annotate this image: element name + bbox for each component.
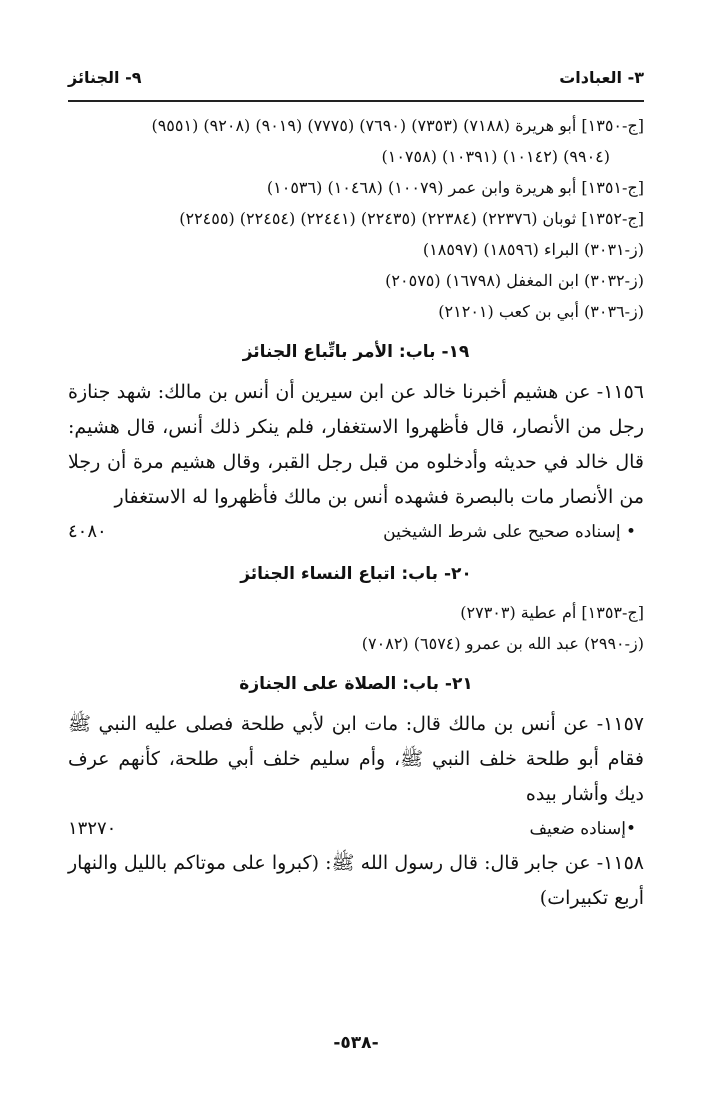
grade-text: •إسناده ضعيف — [529, 819, 636, 839]
section-heading-19: ١٩- باب: الأمر باتِّباع الجنائز — [242, 342, 470, 362]
grade-number: ٤٠٨٠ — [68, 521, 107, 542]
section-heading-20: ٢٠- باب: اتباع النساء الجنائز — [240, 564, 472, 584]
header-divider — [68, 100, 644, 102]
references-block-2 — [68, 597, 644, 659]
references-block-1 — [68, 110, 644, 327]
reference-line: [ج-١٣٥١] أبو هريرة وابن عمر (١٠٠٧٩) (١٠٤٦٨) (١٠٥٣٦) — [266, 178, 644, 197]
grade-row-1156 — [68, 515, 644, 549]
header-chapter: ٩- الجنائز — [68, 67, 142, 87]
page-number: -٥٣٨- — [333, 1033, 379, 1053]
running-header — [68, 60, 644, 94]
reference-line: [ج-١٣٥٢] ثوبان (٢٢٣٧٦) (٢٢٣٨٤) (٢٢٤٣٥) (٢٢٤٤١) (٢٢٤٥٤) (٢٢٤٥٥) — [179, 209, 644, 228]
page-body — [68, 110, 644, 916]
hadith-1156: ١١٥٦- عن هشيم أخبرنا خالد عن ابن سيرين أن أنس بن مالك: شهد جنازة رجل من الأنصار، قال فأظهروا الاستغفار، فلم ينكر ذلك أنس، قال هشيم: قال خالد في حديثه وأدخلوه من قبل رجل القبر، وقال هشيم مرة أن رجلا من الأنصار مات بالبصرة فشهده أنس بن مالك فأظهروا له الاستغفار — [68, 381, 645, 508]
grade-row-1157 — [68, 812, 644, 846]
hadith-1158: ١١٥٨- عن جابر قال: قال رسول الله ﷺ: (كبروا على موتاكم بالليل والنهار أربع تكبيرات) — [68, 852, 644, 909]
reference-line: (٩٩٠٤) (١٠١٤٢) (١٠٣٩١) (١٠٧٥٨) — [381, 147, 610, 166]
reference-line: (ز-٣٠٣٦) أبي بن كعب (٢١٢٠١) — [438, 302, 644, 321]
reference-line: (ز-٢٩٩٠) عبد الله بن عمرو (٦٥٧٤) (٧٠٨٢) — [361, 634, 644, 653]
header-book: ٣- العبادات — [559, 67, 644, 87]
hadith-1157: ١١٥٧- عن أنس بن مالك قال: مات ابن لأبي طلحة فصلى عليه النبي ﷺ فقام أبو طلحة خلف النبي ﷺ، وأم سليم خلف أبي طلحة، كأنهم عرف ديك وأشار بيده — [68, 713, 644, 805]
reference-line: [ج-١٣٥٣] أم عطية (٢٧٣٠٣) — [460, 603, 644, 622]
reference-line: (ز-٣٠٣١) البراء (١٨٥٩٦) (١٨٥٩٧) — [422, 240, 644, 259]
reference-line: [ج-١٣٥٠] أبو هريرة (٧١٨٨) (٧٣٥٣) (٧٦٩٠) (٧٧٧٥) (٩٠١٩) (٩٢٠٨) (٩٥٥١) — [151, 116, 644, 135]
reference-line: (ز-٣٠٣٢) ابن المغفل (١٦٧٩٨) (٢٠٥٧٥) — [385, 271, 644, 290]
grade-text: • إسناده صحيح على شرط الشيخين — [383, 522, 636, 542]
grade-number: ١٣٢٧٠ — [68, 818, 117, 839]
section-heading-21: ٢١- باب: الصلاة على الجنازة — [239, 674, 473, 694]
